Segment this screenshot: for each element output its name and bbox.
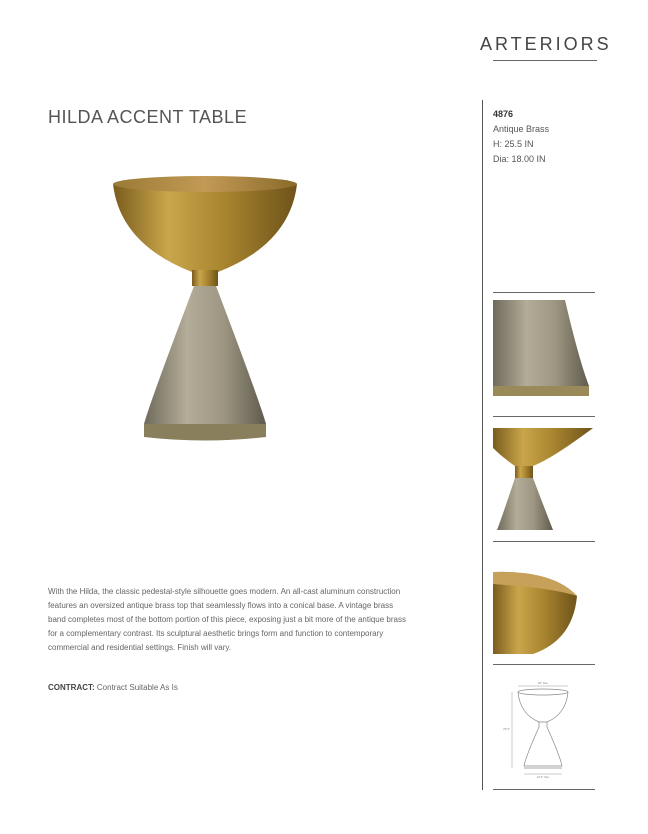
divider-vertical <box>482 100 483 790</box>
bowl-shape <box>113 184 297 272</box>
product-description: With the Hilda, the classic pedestal-style silhouette goes modern. An all-cast aluminum construction features an oversized antique brass top that seamlessly flows into a conical base. A vintage brass band completes most of the bottom portion of this piece, exposing just a bit more of the antique brass for a complementary contrast. Its sculptural aesthetic brings form and function to contemporary commercial and residential settings. Finish will vary. <box>48 587 406 652</box>
contract-line <box>48 683 178 692</box>
item-number: 4876 <box>493 109 514 119</box>
base-band <box>144 424 266 441</box>
divider-5 <box>493 789 595 790</box>
product-image <box>110 172 300 447</box>
brand-rule <box>493 60 597 61</box>
diagram-base-width: 13.5" Dia. <box>536 775 550 779</box>
detail-base-image <box>493 300 593 396</box>
diagram-height: 25.5" <box>503 727 510 731</box>
detail-top-image <box>493 570 593 656</box>
contract-value: Contract Suitable As Is <box>96 683 178 692</box>
contract-label: CONTRACT: <box>48 683 95 692</box>
diagram-top-width: 18" Dia. <box>537 681 549 685</box>
brand-logo: ARTERIORS <box>480 34 612 54</box>
diameter: Dia: 18.00 IN <box>493 154 546 164</box>
neck-band <box>192 270 218 286</box>
table-top <box>113 176 297 192</box>
height: H: 25.5 IN <box>493 139 534 149</box>
spec-block <box>493 107 549 167</box>
product-title: HILDA ACCENT TABLE <box>48 107 248 127</box>
divider-4 <box>493 664 595 665</box>
divider-3 <box>493 541 595 542</box>
detail-neck-image <box>493 428 593 530</box>
cone-base <box>144 286 266 424</box>
divider-2 <box>493 416 595 417</box>
finish: Antique Brass <box>493 124 550 134</box>
divider-1 <box>493 292 595 293</box>
dimension-diagram <box>503 680 580 780</box>
